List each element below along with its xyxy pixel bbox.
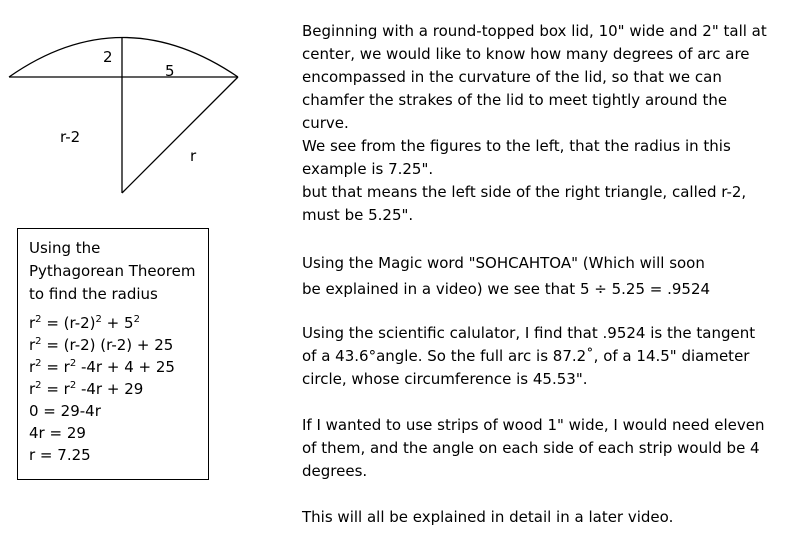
label-height: 2: [103, 48, 113, 66]
label-r-minus-2: r-2: [60, 128, 81, 146]
paragraph-tangent: Using the scientific calulator, I find that .9524 is the tangent of a 43.6°angle. So the full arc is 87.2˚, of a 14.5" diameter circle, whose circumference is 45.53".: [302, 324, 756, 388]
lid-geometry-figure: [0, 0, 290, 225]
pythagorean-formula-box: [17, 228, 209, 480]
equation-line: $r^2 = (r-2) (r-2) + 25$: [29, 336, 174, 354]
formula-box-title: Using the Pythagorean Theorem to find the radius: [29, 239, 196, 303]
paragraph-strips: If I wanted to use strips of wood 1" wide, I would need eleven of them, and the angle on each side of each strip would be 4 degrees.: [302, 416, 765, 480]
paragraph-left-side: but that means the left side of the right triangle, called r-2, must be 5.25".: [302, 183, 747, 224]
paragraph-sohcahtoa-line1: Using the Magic word "SOHCAHTOA" (Which will soon: [302, 254, 705, 272]
paragraph-sohcahtoa-line2: be explained in a video) we see that 5 ÷ 5.25 = .9524: [302, 280, 711, 298]
equation-line: r = 7.25: [29, 446, 91, 464]
equation-line: $r^2 = r^2$ -4r + 29: [29, 380, 144, 398]
paragraph-intro: Beginning with a round-topped box lid, 10" wide and 2" tall at center, we would like to know how many degrees of arc are encompassed in the curvature of the lid, so that we can chamfer the strakes of the lid to meet tightly around the curve.: [302, 22, 767, 132]
arc-curve: [9, 38, 238, 78]
equation-line: $r^2 = (r-2)^2 + 5^2$: [29, 314, 140, 332]
radius-hypotenuse: [122, 77, 238, 193]
explanation-text: [302, 20, 772, 529]
paragraph-closing: This will all be explained in detail in a later video.: [302, 508, 674, 526]
equation-line: 0 = 29-4r: [29, 402, 101, 420]
label-half-width: 5: [165, 62, 175, 80]
equation-line: $r^2 = r^2$ -4r + 4 + 25: [29, 358, 175, 376]
label-r: r: [190, 147, 197, 165]
equation-line: 4r = 29: [29, 424, 86, 442]
paragraph-radius: We see from the figures to the left, that the radius in this example is 7.25".: [302, 137, 731, 178]
